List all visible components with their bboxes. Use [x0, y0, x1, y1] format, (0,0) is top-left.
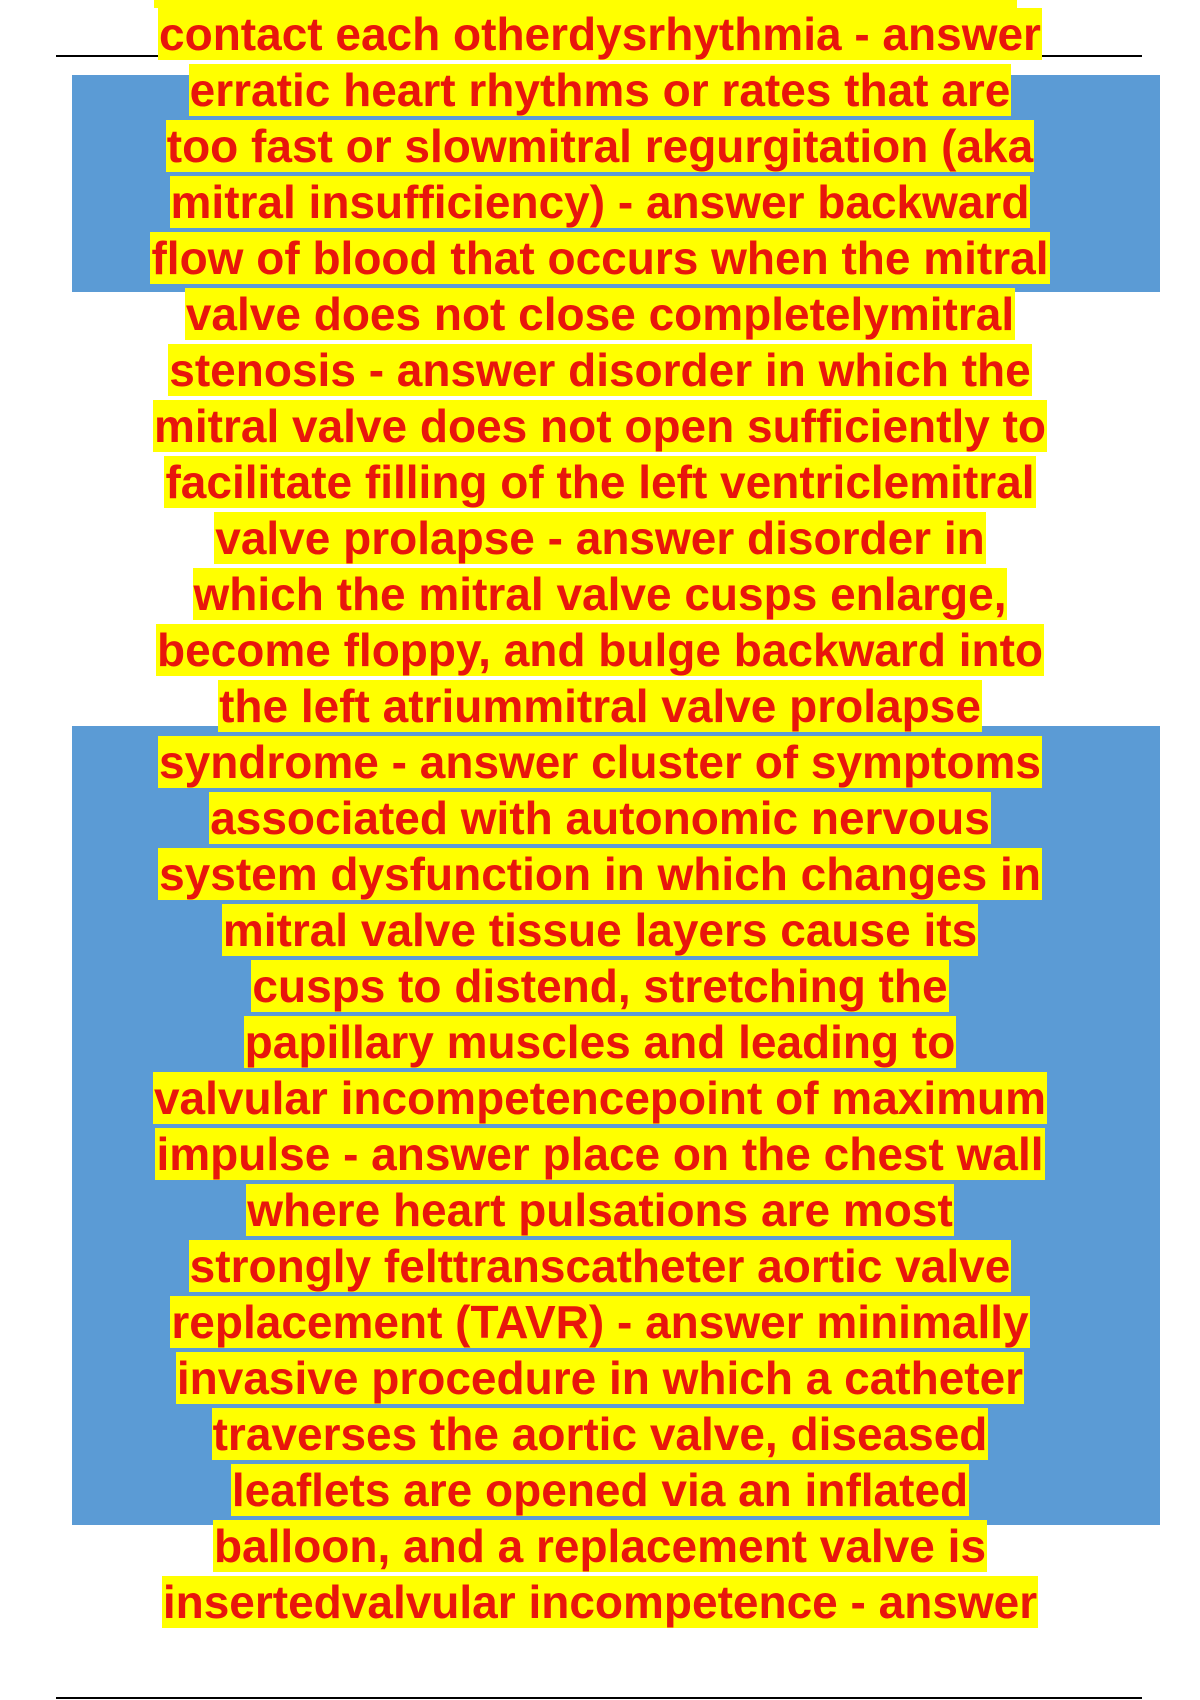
document-page: [60, 6, 1140, 1628]
text-line: become floppy, and bulge backward into: [156, 624, 1044, 676]
text-line: facilitate filling of the left ventriclemitral: [165, 456, 1035, 508]
text-line: mitral valve does not open sufficiently to: [153, 400, 1047, 452]
text-line: insertedvalvular incompetence - answer: [162, 1576, 1038, 1628]
text-line: stenosis - answer disorder in which the: [169, 344, 1031, 396]
text-line: impulse - answer place on the chest wall: [156, 1128, 1044, 1180]
text-line: associated with autonomic nervous: [210, 792, 990, 844]
text-line: erratic heart rhythms or rates that are: [189, 64, 1011, 116]
text-line: system dysfunction in which changes in: [159, 848, 1041, 900]
text-line: leaflets are opened via an inflated: [231, 1464, 969, 1516]
text-line: where heart pulsations are most: [247, 1184, 953, 1236]
text-line: which the mitral valve cusps enlarge,: [193, 568, 1007, 620]
text-line: invasive procedure in which a catheter: [176, 1352, 1024, 1404]
text-line: contact each otherdysrhythmia - answer: [159, 8, 1041, 60]
text-line: flow of blood that occurs when the mitral: [151, 232, 1049, 284]
text-line: valvular incompetencepoint of maximum: [153, 1072, 1047, 1124]
text-line: replacement (TAVR) - answer minimally: [171, 1296, 1029, 1348]
document-text: [60, 6, 1140, 1630]
text-line: cusps to distend, stretching the: [252, 960, 948, 1012]
text-line: valve does not close completelymitral: [185, 288, 1015, 340]
text-line: mitral valve tissue layers cause its: [222, 904, 978, 956]
text-line: papillary muscles and leading to: [244, 1016, 956, 1068]
text-line: syndrome - answer cluster of symptoms: [159, 736, 1041, 788]
text-line: traverses the aortic valve, diseased: [212, 1408, 988, 1460]
text-line: strongly felttranscatheter aortic valve: [189, 1240, 1011, 1292]
text-line: too fast or slowmitral regurgitation (aka: [166, 120, 1034, 172]
text-line: the left atriummitral valve prolapse: [219, 680, 981, 732]
text-line: valve prolapse - answer disorder in: [215, 512, 985, 564]
footer-rule: [56, 1697, 1142, 1699]
text-line: mitral insufficiency) - answer backward: [170, 176, 1030, 228]
text-line: balloon, and a replacement valve is: [213, 1520, 987, 1572]
